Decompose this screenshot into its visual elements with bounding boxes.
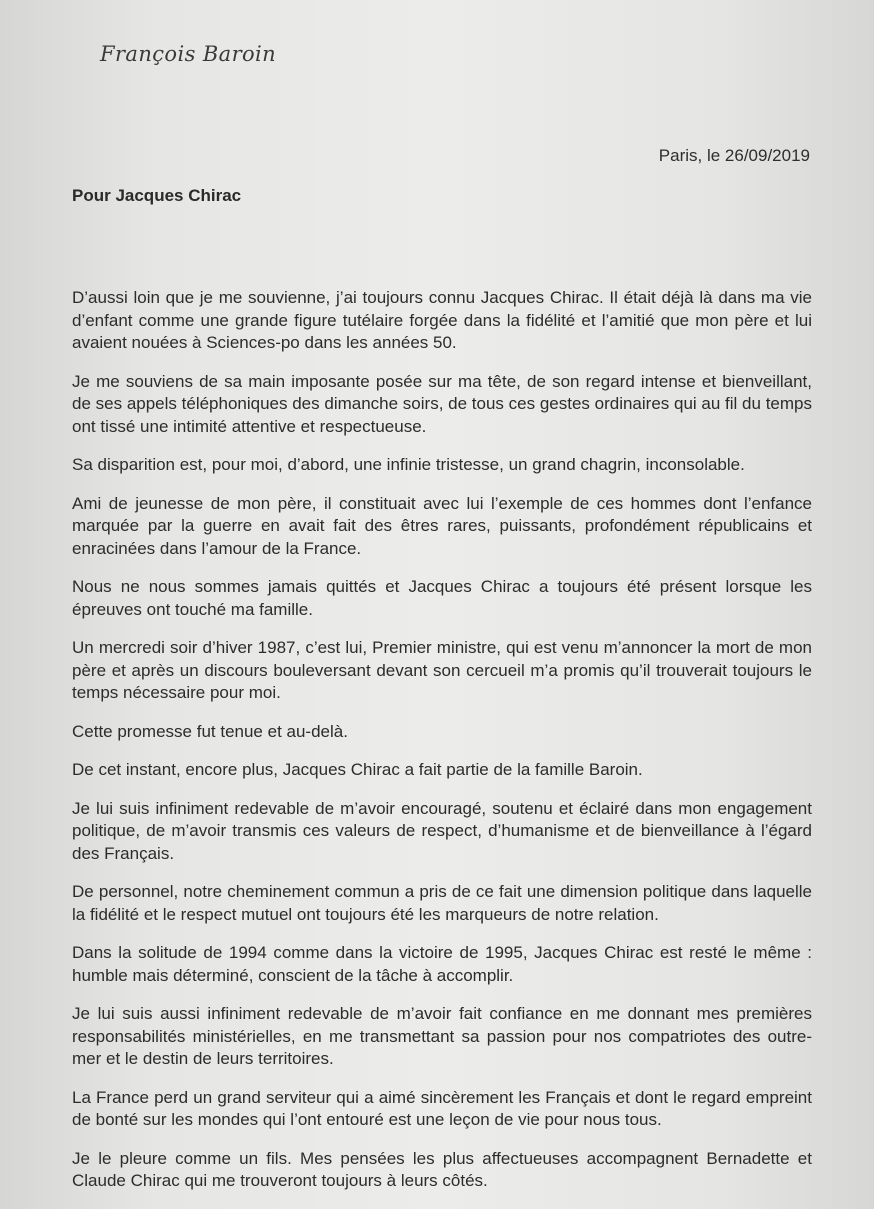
paragraph-11: Dans la solitude de 1994 comme dans la victoire de 1995, Jacques Chirac est resté le même : humble mais déterminé, conscient de la tâche à accomplir. bbox=[72, 943, 812, 985]
recipient-heading: Pour Jacques Chirac bbox=[72, 186, 242, 205]
paragraph-2: Je me souviens de sa main imposante posée sur ma tête, de son regard intense et bienveillant, de ses appels téléphoniques des dimanche soirs, de tous ces gestes ordinaires qui au fil du temps ont tissé une intimité attentive et respectueuse. bbox=[72, 371, 812, 436]
paragraph-1: D’aussi loin que je me souvienne, j’ai toujours connu Jacques Chirac. Il était déjà là dans ma vie d’enfant comme une grande figure tutélaire forgée dans la fidélité et l’amitié que mon père et lui avaient nouées à Sciences-po dans les années 50. bbox=[72, 288, 812, 352]
paragraph-8: De cet instant, encore plus, Jacques Chirac a fait partie de la famille Baroin. bbox=[72, 760, 643, 779]
date-line: Paris, le 26/09/2019 bbox=[658, 146, 810, 165]
paragraph-7: Cette promesse fut tenue et au-delà. bbox=[72, 721, 348, 741]
paragraph-14: Je le pleure comme un fils. Mes pensées les plus affectueuses accompagnent Bernadette et Claude Chirac qui me trouveront toujours à leurs côtés. bbox=[72, 1148, 812, 1190]
paragraph-10: De personnel, notre cheminement commun a pris de ce fait une dimension politique dans laquelle la fidélité et le respect mutuel ont toujours été les marqueurs de notre relation. bbox=[72, 882, 812, 924]
paragraph-4: Ami de jeunesse de mon père, il constituait avec lui l’exemple de ces hommes dont l’enfance marquée par la guerre en avait fait des êtres rares, puissants, profondément républicains et enracinées dans l’amour de la France. bbox=[72, 493, 812, 558]
letter-body bbox=[72, 287, 812, 1209]
paragraph-13: La France perd un grand serviteur qui a aimé sincèrement les Français et dont le regard empreint de bonté sur les mondes qui l’ont entouré est une leçon de vie pour nous tous. bbox=[72, 1087, 812, 1129]
paragraph-5: Nous ne nous sommes jamais quittés et Jacques Chirac a toujours été présent lorsque les épreuves ont touché ma famille. bbox=[72, 577, 812, 619]
letterhead-signature: François Baroin bbox=[100, 42, 277, 66]
paragraph-12: Je lui suis aussi infiniment redevable de m’avoir fait confiance en me donnant mes premières responsabilités ministérielles, en me transmettant sa passion pour nos compatriotes des outre-mer et le destin de leurs territoires. bbox=[72, 1004, 812, 1068]
paragraph-3: Sa disparition est, pour moi, d’abord, une infinie tristesse, un grand chagrin, inconsolable. bbox=[72, 455, 745, 474]
paragraph-9: Je lui suis infiniment redevable de m’avoir encouragé, soutenu et éclairé dans mon engagement politique, de m’avoir transmis ces valeurs de respect, d’humanisme et de bienveillance à l’égard des Français. bbox=[72, 798, 812, 863]
paragraph-6: Un mercredi soir d’hiver 1987, c’est lui, Premier ministre, qui est venu m’annoncer la mort de mon père et après un discours bouleversant devant son cercueil m’a promis qu’il trouverait toujours le temps nécessaire pour moi. bbox=[72, 638, 812, 702]
